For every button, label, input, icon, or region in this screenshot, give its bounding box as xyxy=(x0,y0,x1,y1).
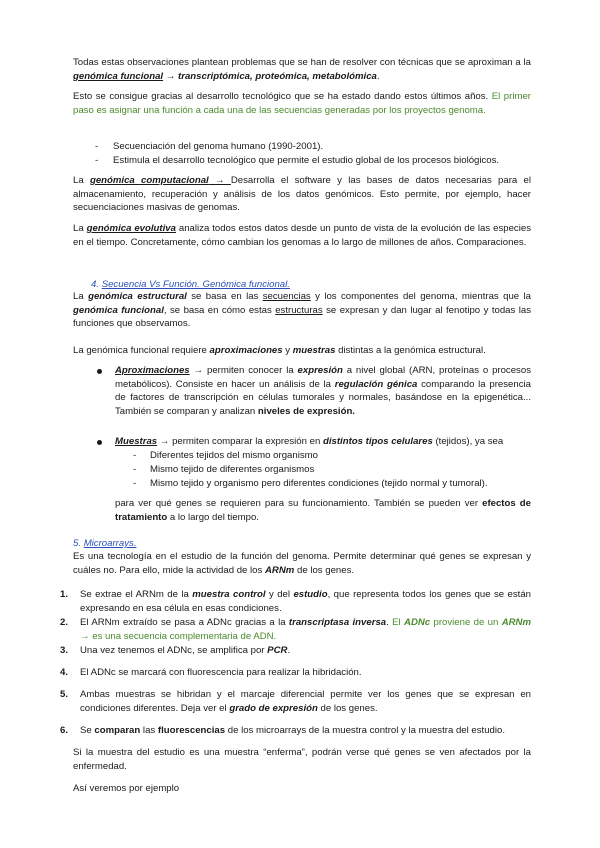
muestras-sub-3: Mismo tejido y organismo pero diferentes condiciones (tejido normal y tumoral). xyxy=(150,478,488,489)
step-number: 5. xyxy=(60,689,69,700)
muestras-sub-1: Diferentes tejidos del mismo organismo xyxy=(150,450,318,461)
section-5-heading: 5. Microarrays. xyxy=(73,538,137,549)
step-6: Se comparan las fluorescencias de los microarrays de la muestra control y la muestra del estudio. xyxy=(80,725,506,736)
step-number: 1. xyxy=(60,589,69,600)
intro-paragraph: Todas estas observaciones plantean problemas que se han de resolver con técnicas que se aproximan a la genómica funcional → transcriptómica, proteómica, metabolómica. xyxy=(73,57,531,82)
requiere-paragraph: La genómica funcional requiere aproximaciones y muestras distintas a la genómica estructural. xyxy=(73,345,486,356)
section-4-heading: 4. Secuencia Vs Función. Genómica funcional. xyxy=(91,279,290,290)
step-number: 2. xyxy=(60,617,69,628)
computacional-paragraph: La genómica computacional → Desarrolla el software y las bases de datos necesarias para el almacenamiento, recuperación y análisis de los datos genómicos. Esto permite, por ejemplo, hacer secuenciaciones masivas de genomas. xyxy=(73,175,531,214)
aproximaciones-paragraph: Aproximaciones → permiten conocer la expresión a nivel global (ARN, proteínas o procesos metabólicos). Consiste en hacer un análisis de la regulación génica comparando la presencia de factores de transcripción en células tumorales y normales, basándose en la epigenética... También se comparan y analizan niveles de expresión. xyxy=(115,365,531,417)
muestras-paragraph: Muestras → permiten comparar la expresión en distintos tipos celulares (tejidos), ya sea xyxy=(115,436,504,447)
step-3: Una vez tenemos el ADNc, se amplifica por PCR. xyxy=(80,645,291,656)
dash-item-1: Secuenciación del genoma humano (1990-2001). xyxy=(113,141,324,152)
step-number: 4. xyxy=(60,667,69,678)
muestras-conclusion: para ver qué genes se requieren para su funcionamiento. También se pueden ver efectos de tratamiento a lo largo del tiempo. xyxy=(115,498,531,523)
enferma-paragraph: Si la muestra del estudio es una muestra “enferma”, podrán verse qué genes se ven afectados por la enfermedad. xyxy=(73,747,531,772)
step-1: Se extrae el ARNm de la muestra control y del estudio, que representa todos los genes que se están expresando en esa célula en esas condiciones. xyxy=(80,589,531,614)
achieve-paragraph: Esto se consigue gracias al desarrollo tecnológico que se ha estado dando estos últimos años. El primer paso es asignar una función a cada una de las secuencias generadas por los proyectos genoma. xyxy=(73,91,531,116)
step-number: 6. xyxy=(60,725,69,736)
ejemplo-paragraph: Así veremos por ejemplo xyxy=(73,783,180,794)
microarrays-intro: Es una tecnología en el estudio de la función del genoma. Permite determinar qué genes se expresan y cuáles no. Para ello, mide la actividad de los ARNm de los genes. xyxy=(73,551,531,576)
bullet-icon xyxy=(97,369,102,374)
estructural-paragraph: La genómica estructural se basa en las secuencias y los componentes del genoma, mientras que la genómica funcional, se basa en cómo estas estructuras se expresan y dan lugar al fenotipo y todas las funciones que observamos. xyxy=(73,291,532,330)
step-number: 3. xyxy=(60,645,69,656)
evolutiva-paragraph: La genómica evolutiva analiza todos estos datos desde un punto de vista de la evolución de las especies en el tiempo. Concretamente, cómo cambian los genomas a lo largo de millones de años. Comparaciones. xyxy=(73,223,531,248)
step-5: Ambas muestras se hibridan y el marcaje diferencial permite ver los genes que se expresan en condiciones diferentes. Deja ver el grado de expresión de los genes. xyxy=(80,689,531,714)
step-2: El ARNm extraído se pasa a ADNc gracias a la transcriptasa inversa. El ADNc proviene de un ARNm → es una secuencia complementaria de ADN. xyxy=(80,617,532,642)
dash-item-2: Estimula el desarrollo tecnológico que permite el estudio global de los procesos biológicos. xyxy=(113,155,500,166)
document-page: Todas estas observaciones plantean problemas que se han de resolver con técnicas que se aproximan a la genómica funcional → transcriptómica, proteómica, metabolómica. Esto se consigue gracias al desarrollo tecnológico que se ha estado dando estos últimos años. El primer paso es asignar una función a cada una de las secuencias generadas por los proyectos genoma. - Secuenciación del genoma humano (1990-2001). - Estimula el desarrollo tecnológico que permite el estudio global de los procesos biológicos. La genómica computacional → Desarrolla el software y las bases de datos necesarias para el almacenamiento, recuperación y análisis de los datos genómicos. Esto permite, por ejemplo, hacer secuenciaciones masivas de genomas. La genómica evolutiva analiza todos estos datos desde un punto de vista de la evolución de las especies en el tiempo. Concretamente, cómo cambian los genomas a lo largo de millones de años. Comparaciones. 4. Secuencia Vs Función. Genómica funcional. La genómica estructural se basa en las secuencias y los componentes del genoma, mientras que la genómica funcional, se basa en cómo estas estructuras se expresan y dan lugar al fenotipo y todas las funciones que observamos. La genómica funcional requiere aproximaciones y muestras distintas a la genómica estructural. Aproximaciones → permiten conocer la expresión a nivel global (ARN, proteínas o procesos metabólicos). Consiste en hacer un análisis de la regulación génica comparando la presencia de factores de transcripción en células tumorales y normales, basándose en la epigenética... También se comparan y analizan niveles de expresión. Muestras → permiten comparar la expresión en distintos tipos celulares (tejidos), ya sea - Diferentes tejidos del mismo organismo - Mismo tejido de diferentes organismos - Mismo tejido y organismo pero diferentes condiciones (tejido normal y tumoral). para ver qué genes se requieren para su funcionamiento. También se pueden ver efectos de tratamiento a lo largo del tiempo. 5. Microarrays. Es una tecnología en el estudio de la función del genoma. Permite determinar qué genes se expresan y cuáles no. Para ello, mide la actividad de los ARNm de los genes. 1. Se extrae el ARNm de la muestra control y del estudio, que representa todos los genes que se están expresando en esa célula en esas condiciones. 2. El ARNm extraído se pasa a ADNc gracias a la transcriptasa inversa. El ADNc proviene de un ARNm → es una secuencia complementaria de ADN. 3. Una vez tenemos el ADNc, se amplifica por PCR. 4. El ADNc se marcará con fluorescencia para realizar la hibridación. 5. Ambas muestras se hibridan y el marcaje diferencial permite ver los genes que se expresan en condiciones diferentes. Deja ver el grado de expresión de los genes. 6. Se comparan las fluorescencias de los microarrays de la muestra control y la muestra del estudio. Si la muestra del estudio es una muestra “enferma”, podrán verse qué genes se ven afectados por la enfermedad. Así veremos por ejemplo xyxy=(60,57,532,794)
muestras-sub-2: Mismo tejido de diferentes organismos xyxy=(150,464,315,475)
step-4: El ADNc se marcará con fluorescencia para realizar la hibridación. xyxy=(80,667,362,678)
bullet-icon xyxy=(97,440,102,445)
